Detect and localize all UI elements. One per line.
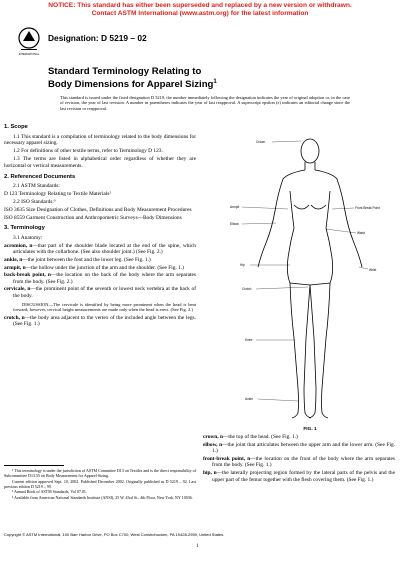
referenced-heading: 2. Referenced Documents	[4, 173, 76, 180]
term-crotch	[4, 315, 196, 328]
left-column	[4, 124, 196, 329]
label-elbow: Elbow	[230, 222, 239, 226]
term-elbow-def: —the joint that articulates between the upper arm and the lower arm. (See Fig. 1.)	[212, 441, 395, 455]
term-back-break-def: —the location on the back of the body where the arm separates from the body. (See Fig. 2.)	[13, 272, 196, 285]
term-front-break	[203, 456, 395, 469]
term-cervicale-def: —the prominent point of the seventh or lowest neck vertebra at the back of the body.	[13, 286, 196, 299]
title-footnote-mark: 1	[213, 79, 217, 85]
label-wrist: Wrist	[369, 268, 377, 272]
term-crotch-name: crotch, n	[4, 314, 25, 321]
term-back-break-name: back-break point, n	[4, 272, 51, 279]
term-3-1: 3.1 Anatomy:	[13, 234, 43, 241]
term-crown	[203, 434, 395, 441]
term-hip-name: hip, n	[203, 469, 217, 476]
label-crotch: Crotch	[242, 287, 252, 291]
footnote-3: ³ Available from American National Standards Institute (ANSI), 25 W. 43rd St., 4th Floor, New York, NY 10036.	[12, 494, 193, 500]
footnote-2: ² Annual Book of ASTM Standards, Vol 07.01.	[12, 489, 87, 494]
supersede-notice	[0, 2, 400, 17]
title-line-2	[48, 77, 217, 90]
label-crown: Crown	[256, 140, 266, 144]
term-acromion-name: acromion, n	[4, 242, 33, 249]
scope-1-3: 1.3 The terms are listed in alphabetical order regardless of whether they are horizontal or vertical measurements.	[4, 156, 196, 169]
term-hip-def: —the laterally projecting region formed by the lateral parts of the pelvis and the upper part of the femur together with the flesh covering them. (See Fig. 1.)	[212, 469, 396, 483]
footnote-rule	[4, 465, 64, 466]
intro-paragraph: This standard is issued under the fixed designation D 5219; the number immediately following the designation indicates the year of original adoption or, in the case of revision, the year of last revision. A number in parentheses indicates the year of last reapproval. A superscript epsilon (ε) indicates an editorial change since the last revision or reapproval.	[60, 95, 350, 111]
term-ankle	[4, 257, 196, 264]
label-knee: Knee	[245, 338, 253, 342]
term-ankle-def: —the joint between the foot and the lower leg. (See Fig. 1.)	[22, 257, 151, 263]
body-outline	[258, 139, 362, 418]
notice-line-1: NOTICE: This standard has either been superseded and replaced by a new version or withdrawn.	[48, 2, 352, 9]
notice-line-2: Contact ASTM International (www.astm.org) for the latest information	[91, 9, 309, 17]
scope-heading: 1. Scope	[4, 124, 28, 130]
page-number: 1	[196, 544, 199, 549]
term-hip	[203, 470, 395, 483]
term-cervicale-name: cervicale, n	[4, 286, 31, 293]
astm-logo	[18, 26, 40, 60]
figure-caption: FIG. 1	[303, 427, 317, 432]
ref-d123: D 123 Terminology Relating to Textile Materials²	[4, 191, 111, 198]
term-ankle-name: ankle, n	[4, 257, 23, 263]
term-cervicale	[4, 286, 196, 299]
ref-2-2: 2.2 ISO Standards:³	[13, 198, 56, 205]
document-title	[48, 66, 217, 90]
designation: Designation: D 5219 – 02	[48, 33, 147, 43]
scope-1-1: 1.1 This standard is a compilation of terminology related to the body dimensions for necessary apparel sizing.	[4, 133, 196, 147]
term-acromion-def: —that part of the shoulder blade located at the end of the spine, which articulates with the collarbone. (See also shoulder joint.) (See Fig. 2.)	[13, 242, 196, 256]
term-armpit-def: —the hollow under the junction of the arm and the shoulder. (See Fig. 1.)	[25, 264, 184, 271]
ref-iso3635: ISO 3635 Size Designation of Clothes, Definitions and Body Measurement Procedures	[4, 206, 192, 213]
right-column	[203, 434, 395, 484]
term-elbow-name: elbow, n	[203, 441, 223, 448]
term-front-break-def: —the location on the front of the body where the arm separates from the body. (See Fig. 1.)	[212, 455, 395, 469]
term-elbow	[203, 442, 395, 455]
title-line-2-text: Body Dimensions for Apparel Sizing	[48, 79, 214, 91]
term-crown-name: crown, n	[203, 434, 223, 440]
footnote-1b: Current edition approved Sept. 10, 2002. Published December 2002. Originally published as D 5219 – 92. Last previous edition D 5219 – 99.	[4, 478, 196, 489]
ref-iso8559: ISO 8559 Garment Construction and Anthropometric Surveys—Body Dimensions	[4, 214, 182, 221]
term-front-break-name: front-break point, n	[203, 455, 251, 462]
copyright-line: Copyright © ASTM International, 100 Barr Harbor Drive, PO Box C700, West Conshohocken, PA 19428-2959, United States.	[4, 532, 225, 537]
term-back-break	[4, 272, 196, 285]
terminology-heading: 3. Terminology	[4, 225, 45, 232]
term-armpit-name: armpit, n	[4, 264, 26, 271]
label-front-break: Front Break Point	[355, 206, 380, 210]
term-armpit	[4, 265, 196, 272]
figure-1-body-diagram	[228, 133, 398, 433]
scope-1-2: 1.2 For definitions of other textile terms, refer to Terminology D 123.	[13, 148, 163, 155]
footnotes	[4, 468, 196, 500]
label-waist: Waist	[357, 231, 365, 235]
term-discussion: DISCUSSION—The cervicale is identified by being more prominent when the head is bent forward; however, cervical height measurements are made only when the head is erect. (See Fig. 2.)	[13, 301, 196, 313]
term-acromion	[4, 243, 196, 256]
logo-text: INTERNATIONAL	[18, 53, 40, 56]
ref-2-1: 2.1 ASTM Standards:	[13, 183, 60, 190]
label-hip: Hip	[240, 263, 245, 267]
footnote-1: ¹ This terminology is under the jurisdiction of ASTM Committee D13 on Textiles and is the direct responsibility of Subcommittee D13.55 on Body Measurement for Apparel Sizing.	[4, 468, 196, 478]
label-ankle: Ankle	[245, 397, 253, 401]
label-armpit: Armpit	[230, 205, 240, 209]
term-crotch-def: —the body area adjacent to the vertex of the included angle between the legs. (See Fig. 1.)	[13, 314, 196, 328]
term-crown-def: —the top of the head. (See Fig. 1.)	[222, 434, 298, 440]
title-line-1: Standard Terminology Relating to	[48, 66, 202, 77]
